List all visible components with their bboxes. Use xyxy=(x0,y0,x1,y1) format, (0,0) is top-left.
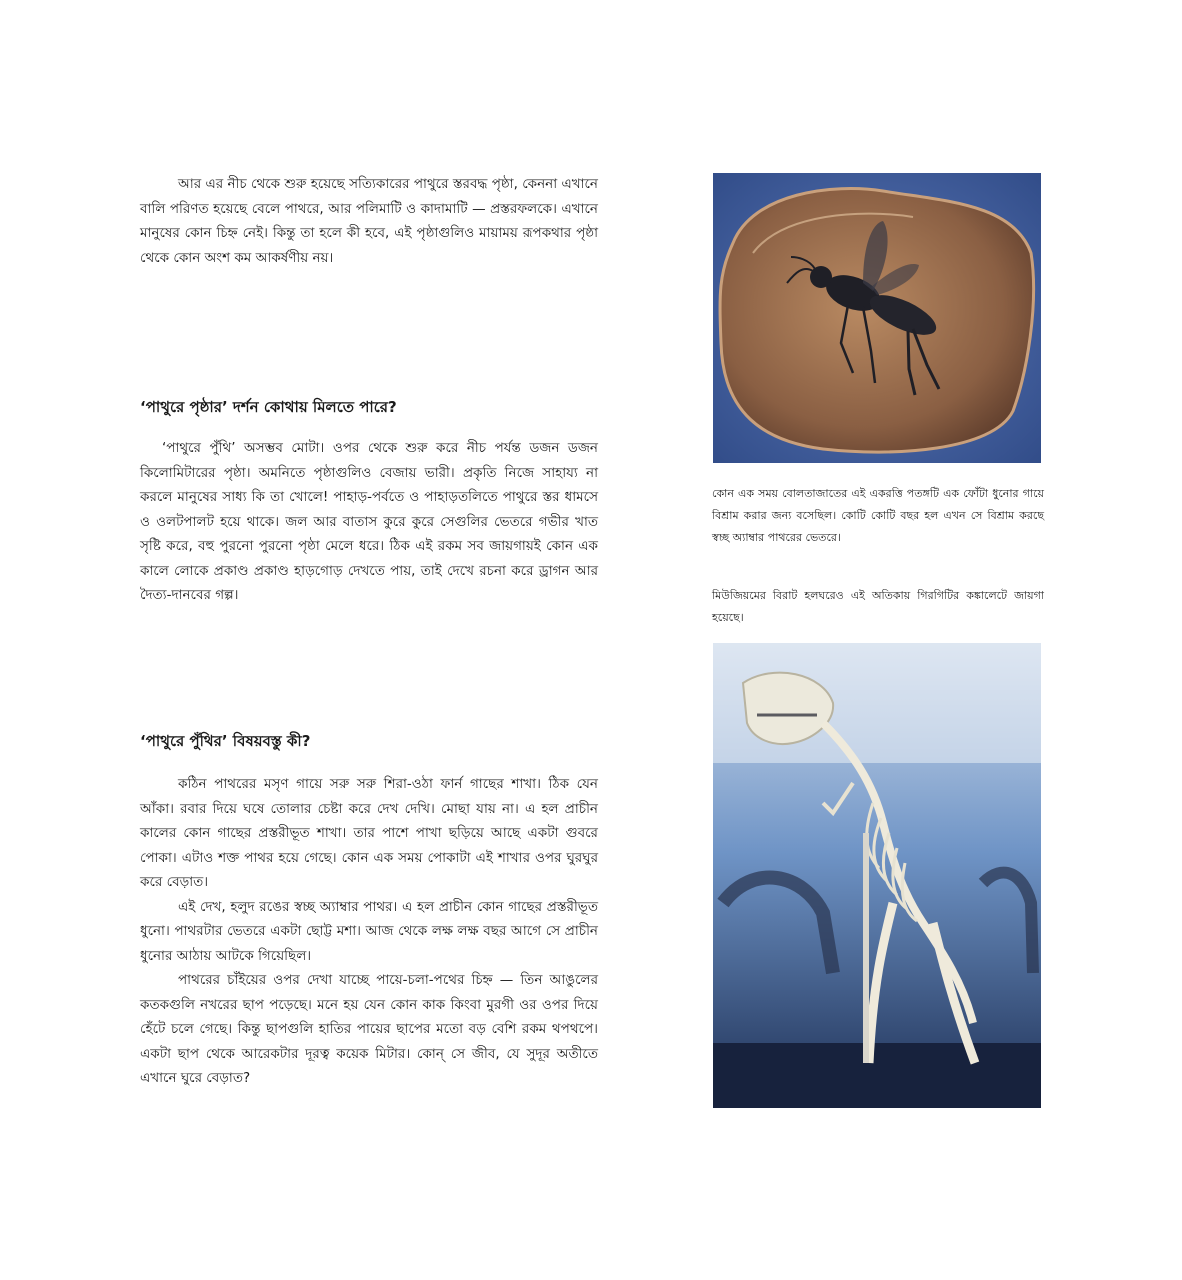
section-heading-book-content: ‘পাথুরে পুঁথির’ বিষয়বস্তু কী? xyxy=(140,732,311,750)
amber-paragraph: এই দেখ, হলুদ রঙের স্বচ্ছ অ্যাম্বার পাথর। এ হল প্রাচীন কোন গাছের প্রস্তরীভূত ধুনো। পাথরটার ভেতরে একটা ছোট্ট মশা। আজ থেকে লক্ষ লক্ষ বছর আগে সে প্রাচীন ধুনোর আঠায় আটকে গিয়েছিল। xyxy=(140,898,598,964)
skeleton-caption: মিউজিয়মের বিরাট হলঘরেও এই অতিকায় গিরগিটির কঙ্কালেটে জায়গা হয়েছে। xyxy=(712,589,1044,624)
amber-fossil-photo xyxy=(713,173,1041,463)
fern-paragraph: কঠিন পাথরের মসৃণ গায়ে সরু সরু শিরা-ওঠা ফার্ন গাছের শাখা। ঠিক যেন আঁকা। রবার দিয়ে ঘষে তোলার চেষ্টা করে দেখ দেখি। মোছা যায় না। এ হল প্রাচীন কালের কোন গাছের প্রস্তরীভূত শাখা। তার পাশে পাখা ছড়িয়ে আছে একটা গুবরে পোকা। এটাও শক্ত পাথর হয়ে গেছে। কোন এক সময় পোকাটা এই শাখার ওপর ঘুরঘুর করে বেড়াত। xyxy=(140,776,598,890)
section-heading-stone-pages: ‘পাথুরে পৃষ্ঠার’ দর্শন কোথায় মিলতে পারে? xyxy=(140,398,397,416)
intro-paragraph: আর এর নীচ থেকে শুরু হয়েছে সত্যিকারের পাথুরে স্তরবদ্ধ পৃষ্ঠা, কেননা এখানে বালি পরিণত হয়েছে বেলে পাথরে, আর পলিমাটি ও কাদামাটি — প্রস্তরফলকে। এখানে মানুষের কোন চিহ্ন নেই। কিন্তু তা হলে কী হবে, এই পৃষ্ঠাগুলিও মায়াময় রূপকথার পৃষ্ঠা থেকে কোন অংশ কম আকর্ষণীয় নয়। xyxy=(140,176,598,266)
amber-wasp-illustration xyxy=(713,173,1041,463)
book-content-section xyxy=(140,772,598,1091)
stone-pages-section xyxy=(140,436,598,608)
stone-pages-paragraph: ‘পাথুরে পুঁথি’ অসম্ভব মোটা। ওপর থেকে শুরু করে নীচ পর্যন্ত ডজন ডজন কিলোমিটারের পৃষ্ঠা। অমনিতে পৃষ্ঠাগুলিও বেজায় ভারী। প্রকৃতি নিজে সাহায্য না করলে মানুষের সাধ্য কি তা খোলে! পাহাড়-পর্বতে ও পাহাড়তলিতে পাথুরে স্তর ধামসে ও ওলটপালট হয়ে থাকে। জল আর বাতাস কুরে কুরে সেগুলির ভেতরে গভীর খাত সৃষ্টি করে, বহু পুরনো পুরনো পৃষ্ঠা মেলে ধরে। ঠিক এই রকম সব জায়গায়ই কোন এক কালে লোকে প্রকাণ্ড প্রকাণ্ড হাড়গোড় দেখতে পায়, তাই দেখে রচনা করে ড্রাগন আর দৈত্য-দানবের গল্প। xyxy=(140,440,598,603)
amber-caption: কোন এক সময় বোলতাজাতের এই একরত্তি পতঙ্গটি এক ফোঁটা ধুনোর গায়ে বিশ্রাম করার জন্য বসেছিল। কোটি কোটি বছর হল এখন সে বিশ্রাম করছে স্বচ্ছ অ্যাম্বার পাথরের ভেতরে। xyxy=(712,487,1044,544)
footprints-paragraph: পাথরের চাঁইয়ের ওপর দেখা যাচ্ছে পায়ে-চলা-পথের চিহ্ন — তিন আঙুলের কতকগুলি নখরের ছাপ পড়েছে। মনে হয় যেন কোন কাক কিংবা মুরগী ওর ওপর দিয়ে হেঁটে চলে গেছে। কিন্তু ছাপগুলি হাতির পায়ের ছাপের মতো বড় বেশি রকম থপথপে। একটা ছাপ থেকে আরেকটার দূরত্ব কয়েক মিটার। কোন্ সে জীব, যে সুদূর অতীতে এখানে ঘুরে বেড়াত? xyxy=(140,972,598,1086)
skeleton-illustration xyxy=(713,643,1041,1108)
dinosaur-skeleton-photo xyxy=(713,643,1041,1108)
intro-section xyxy=(140,172,598,270)
